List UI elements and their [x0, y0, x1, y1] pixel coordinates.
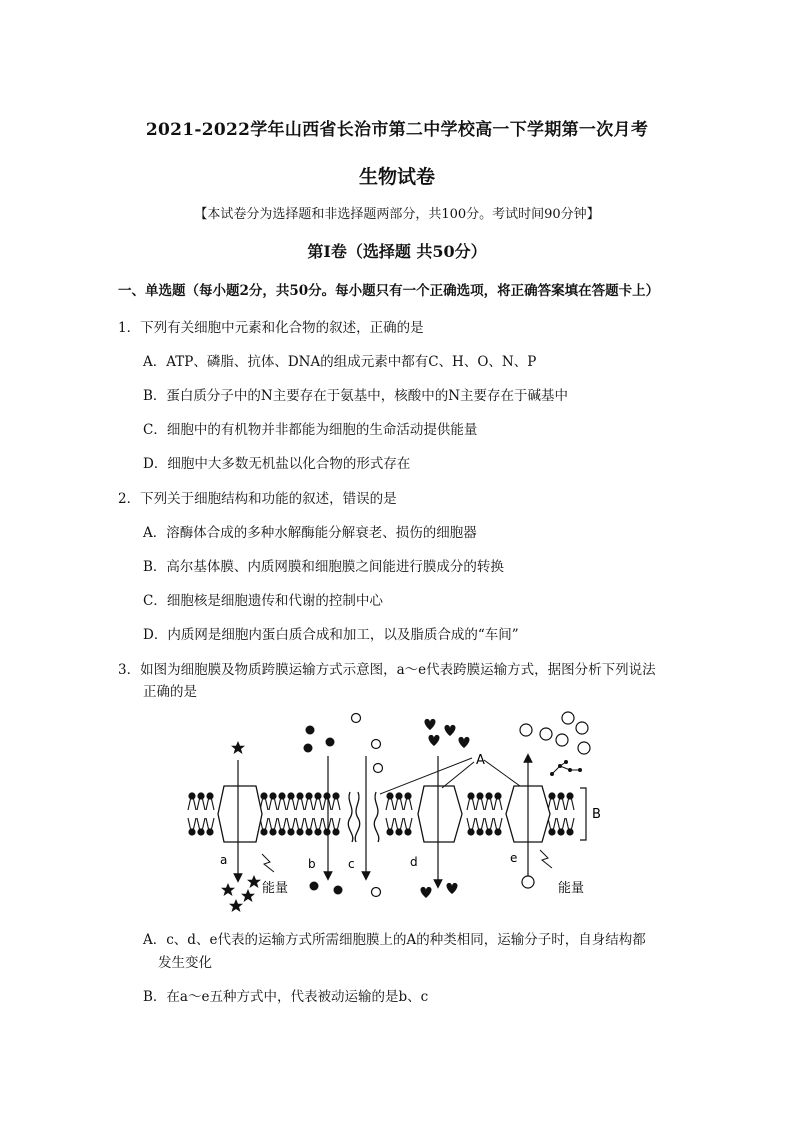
carrier-protein-a [218, 786, 262, 842]
lipid-molecule [323, 818, 331, 836]
lipid-molecule [197, 792, 205, 810]
energy-zigzag-left [262, 854, 274, 872]
question-1-option-d: D．细胞中大多数无机盐以化合物的形式存在 [143, 456, 411, 472]
lipid-molecule [278, 818, 286, 836]
question-2-stem: 2．下列关于细胞结构和功能的叙述，错误的是 [118, 491, 397, 507]
question-1-option-b: B．蛋白质分子中的N主要存在于氨基中，核酸中的N主要存在于碱基中 [143, 388, 569, 404]
lipid-molecule [296, 792, 304, 810]
lipid-molecule [557, 792, 565, 810]
solid-molecule [334, 886, 343, 895]
lipid-molecule [323, 792, 331, 810]
star-molecule [221, 883, 235, 896]
question-3-option-a-line2: 发生变化 [158, 955, 212, 971]
solid-molecule [304, 744, 313, 753]
channel-protein-left [348, 792, 353, 842]
heart-molecule [420, 887, 431, 898]
section-heading: 一、单选题（每小题2分，共50分。每小题只有一个正确选项，将正确答案填在答题卡上） [118, 283, 660, 299]
label-d: d [410, 855, 418, 869]
lipid-molecule [188, 818, 196, 836]
bilayer-bracket [580, 788, 586, 840]
star-molecule [241, 889, 255, 902]
lipid-molecule [314, 792, 322, 810]
solid-molecule [326, 738, 335, 747]
lipid-molecule [296, 818, 304, 836]
lipid-molecule [197, 818, 205, 836]
question-1-option-a: A．ATP、磷脂、抗体、DNA的组成元素中都有C、H、O、N、P [143, 354, 537, 370]
lipid-molecule [332, 818, 340, 836]
lipid-molecule [485, 818, 493, 836]
label-e: e [510, 851, 518, 865]
label-b-transport: b [308, 857, 316, 871]
question-2-option-a: A．溶酶体合成的多种水解酶能分解衰老、损伤的细胞器 [143, 525, 477, 541]
solid-molecule [310, 882, 319, 891]
lipid-molecule [548, 792, 556, 810]
hollow-molecule [578, 742, 590, 754]
hollow-molecule [374, 764, 383, 773]
hollow-molecule [540, 728, 552, 740]
lipid-molecule [206, 818, 214, 836]
membrane-transport-figure [180, 708, 620, 918]
lipid-molecule [395, 818, 403, 836]
lipid-molecule [494, 818, 502, 836]
hollow-molecule [556, 734, 568, 746]
question-3-option-a-line1: A．c、d、e代表的运输方式所需细胞膜上的A的种类相同，运输分子时，自身结构都 [143, 932, 646, 948]
exam-title: 2021-2022学年山西省长治市第二中学校高一下学期第一次月考 [145, 120, 649, 140]
heart-molecule [446, 883, 457, 894]
part-heading: 第Ⅰ卷（选择题 共50分） [307, 242, 487, 261]
lipid-molecule [305, 818, 313, 836]
lipid-molecule [287, 792, 295, 810]
label-a-protein: A [476, 753, 485, 768]
lipid-molecule [494, 792, 502, 810]
lipid-molecule [314, 818, 322, 836]
lipid-molecule [188, 792, 196, 810]
heart-molecule [424, 719, 435, 730]
lipid-molecule [386, 792, 394, 810]
lipid-molecule [485, 792, 493, 810]
question-2-option-b: B．高尔基体膜、内质网膜和细胞膜之间能进行膜成分的转换 [143, 559, 504, 575]
lipid-molecule [404, 818, 412, 836]
hollow-molecule [352, 714, 361, 723]
star-molecule [229, 899, 243, 912]
label-b: B [592, 807, 601, 822]
lipid-molecule [395, 792, 403, 810]
hollow-molecule [372, 740, 381, 749]
lipid-molecule [386, 818, 394, 836]
lipid-molecule [548, 818, 556, 836]
exam-subtitle: 生物试卷 [358, 166, 435, 188]
lipid-molecule [557, 818, 565, 836]
question-3-option-b: B．在a～e五种方式中，代表被动运输的是b、c [143, 989, 429, 1005]
hollow-molecule [372, 888, 381, 897]
glycoprotein-chain [550, 760, 582, 776]
lipid-molecule [269, 818, 277, 836]
lipid-molecule [566, 818, 574, 836]
question-3-stem-line2: 正确的是 [143, 684, 197, 700]
question-3-stem-line1: 3．如图为细胞膜及物质跨膜运输方式示意图，a～e代表跨膜运输方式，据图分析下列说法 [118, 662, 656, 678]
carrier-protein-d [418, 786, 462, 842]
lipid-molecule [467, 792, 475, 810]
label-c: c [348, 857, 355, 871]
solid-molecule [306, 726, 315, 735]
lipid-molecule [287, 818, 295, 836]
question-2-option-d: D．内质网是细胞内蛋白质合成和加工，以及脂质合成的“车间” [143, 627, 519, 643]
lipid-molecule [404, 792, 412, 810]
lipid-molecule [566, 792, 574, 810]
star-molecule [247, 875, 261, 888]
lipid-molecule [476, 792, 484, 810]
hollow-molecule [522, 876, 534, 888]
heart-molecule [458, 737, 469, 748]
hollow-molecule [576, 722, 588, 734]
channel-protein-c [374, 792, 379, 842]
lipid-molecule [206, 792, 214, 810]
lipid-molecule [305, 792, 313, 810]
lipid-molecule [278, 792, 286, 810]
question-1-stem: 1．下列有关细胞中元素和化合物的叙述，正确的是 [118, 320, 424, 336]
question-1-option-c: C．细胞中的有机物并非都能为细胞的生命活动提供能量 [143, 422, 478, 438]
energy-label-left: 能量 [262, 881, 289, 896]
lipid-molecule [269, 792, 277, 810]
lipid-molecule [467, 818, 475, 836]
channel-protein-right [355, 792, 360, 842]
hollow-molecule [562, 712, 574, 724]
lipid-molecule [332, 792, 340, 810]
lipid-molecule [476, 818, 484, 836]
energy-zigzag-right [540, 850, 552, 868]
hollow-molecule [520, 724, 532, 736]
exam-note: 【本试卷分为选择题和非选择题两部分，共100分。考试时间90分钟】 [194, 207, 600, 222]
question-2-option-c: C．细胞核是细胞遗传和代谢的控制中心 [143, 593, 383, 609]
energy-label-right: 能量 [558, 881, 585, 896]
heart-molecule [428, 735, 439, 746]
star-molecule [231, 741, 245, 754]
label-a: a [220, 853, 228, 867]
heart-molecule [444, 725, 455, 736]
